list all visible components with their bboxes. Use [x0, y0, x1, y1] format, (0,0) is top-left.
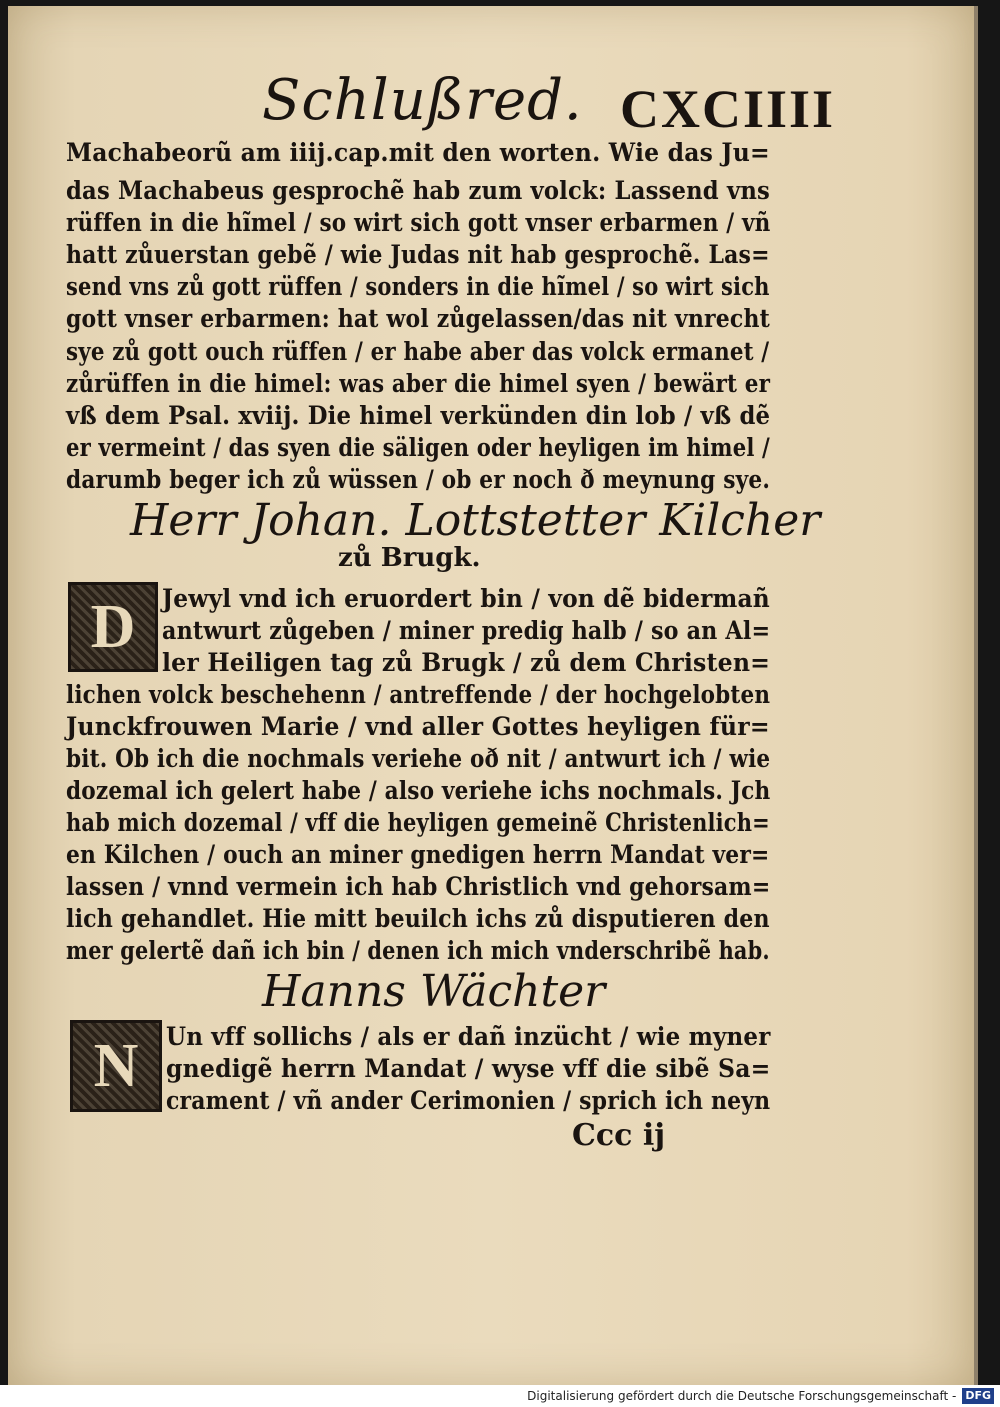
text-line: gott vnser erbarmen: hat wol zůgelassen/das nit vnrecht — [66, 304, 770, 333]
folio-number: CXCIIII — [620, 79, 836, 139]
section-subheading: zů Brugk. — [338, 543, 481, 573]
text-line: darumb beger ich zů wüssen / ob er noch ð meynung sye. — [66, 465, 771, 494]
text-line: send vns zů gott rüffen / sonders in die hĩmel / so wirt sich — [66, 272, 770, 301]
signature-mark: Ccc ij — [572, 1118, 666, 1153]
text-line: rüffen in die hĩmel / so wirt sich gott vnser erbarmen / vñ — [66, 208, 771, 237]
dfg-logo-icon: DFG — [962, 1388, 994, 1404]
section-heading: Hanns Wächter — [262, 966, 606, 1017]
text-line: sye zů gott ouch rüffen / er habe aber das volck ermanet / — [66, 337, 770, 366]
text-line: gnedigẽ herrn Mandat / wyse vff die sibẽ Sa= — [166, 1054, 771, 1083]
text-line: bit. Ob ich die nochmals veriehe oð nit / antwurt ich / wie — [66, 744, 771, 773]
text-line: Machabeorũ am iiij.cap.mit den worten. Wie das Ju= — [66, 138, 770, 167]
text-line: crament / vñ ander Cerimonien / sprich ich neyn — [166, 1086, 771, 1115]
text-line: Un vff sollichs / als er dañ inzücht / wie myner — [166, 1022, 771, 1051]
text-line: dozemal ich gelert habe / also veriehe ichs nochmals. Jch — [66, 776, 771, 805]
section-heading: Herr Johan. Lottstetter Kilcher — [130, 495, 821, 546]
text-line: zůrüffen in die himel: was aber die himel syen / bewärt er — [66, 369, 771, 398]
footer-bar — [0, 1385, 1000, 1407]
text-line: lich gehandlet. Hie mitt beuilch ichs zů disputieren den — [66, 904, 770, 933]
text-line: mer gelertẽ dañ ich bin / denen ich mich vnderschribẽ hab. — [66, 936, 770, 965]
initial-letter: D — [71, 585, 155, 669]
decorated-initial — [68, 582, 158, 672]
text-line: hatt zůuerstan gebẽ / wie Judas nit hab gesprochẽ. Las= — [66, 240, 770, 269]
text-line: antwurt zůgeben / miner predig halb / so an Al= — [162, 616, 771, 645]
text-line: lassen / vnnd vermein ich hab Christlich vnd gehorsam= — [66, 872, 771, 901]
text-line: ler Heiligen tag zů Brugk / zů dem Christen= — [162, 648, 771, 677]
footer-credit: Digitalisierung gefördert durch die Deutsche Forschungsgemeinschaft - — [527, 1389, 957, 1403]
text-line: hab mich dozemal / vff die heyligen gemeinẽ Christenlich= — [66, 808, 770, 837]
text-line: lichen volck beschehenn / antreffende / der hochgelobten — [66, 680, 771, 709]
decorated-initial — [70, 1020, 162, 1112]
text-line: en Kilchen / ouch an miner gnedigen herrn Mandat ver= — [66, 840, 770, 869]
page-edge — [974, 6, 978, 1385]
text-line: das Machabeus gesprochẽ hab zum volck: Lassend vns — [66, 176, 770, 205]
text-line: er vermeint / das syen die säligen oder heyligen im himel / — [66, 433, 770, 462]
initial-letter: N — [73, 1023, 159, 1109]
text-line: vß dem Psal. xviij. Die himel verkünden din lob / vß dẽ — [66, 401, 771, 430]
text-line: Jewyl vnd ich eruordert bin / von dẽ bidermañ — [162, 584, 770, 613]
running-head: Schlußred. — [262, 68, 583, 133]
text-line: Junckfrouwen Marie / vnd aller Gottes heyligen für= — [66, 712, 770, 741]
